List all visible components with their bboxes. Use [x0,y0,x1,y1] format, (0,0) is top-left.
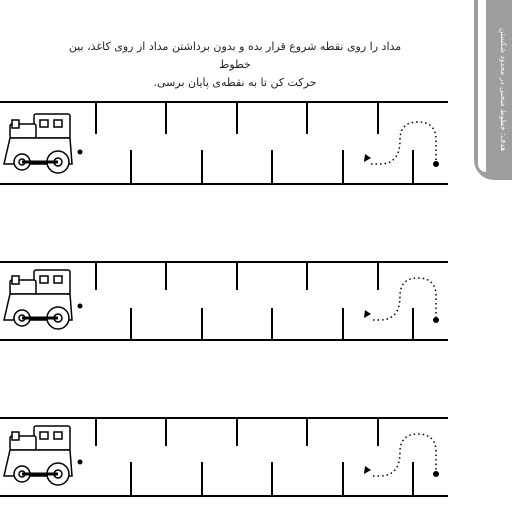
instruction-line-1: مداد را روی نقطه شروع قرار بده و بدون برداشتن مداد از روی کاغذ، بین خطوط [68,40,402,71]
chapter-tab [474,0,512,180]
tracing-row-3 [0,412,474,512]
start-dot [78,460,83,465]
instruction-line-2: حرکت کن تا به نقطه‌ی پایان برسی. [153,76,317,89]
arrow-icon [364,310,371,318]
dotted-tracing-path [364,122,439,167]
start-dot [78,304,83,309]
instructions [60,38,410,92]
arrow-icon [364,466,371,474]
train-icon [4,114,72,173]
tracing-row-1 [0,100,474,200]
page-footer [200,503,240,511]
train-icon [4,270,72,329]
dotted-tracing-path [364,278,439,323]
train-icon [4,426,72,485]
chapter-tab-label: هدف: خطوط منحنی در محدود شکستن [499,28,508,152]
start-dot [78,150,83,155]
arrow-icon [364,154,371,162]
end-dot [433,317,439,323]
dotted-tracing-path [364,434,439,477]
tracing-row-2 [0,258,474,358]
end-dot [433,471,439,477]
end-dot [433,161,439,167]
